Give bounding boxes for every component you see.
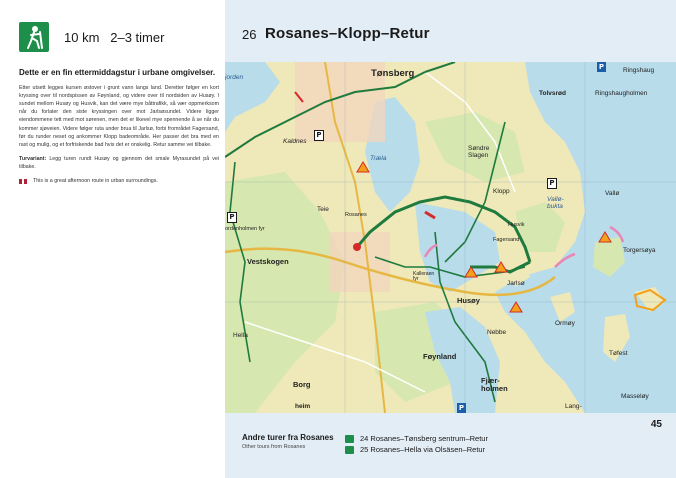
- route-meta: [64, 30, 164, 45]
- route-duration: 2–3 timer: [110, 30, 165, 45]
- variant-paragraph: [19, 155, 219, 171]
- map-label-fjaerholmen: Fjær- holmen: [481, 376, 508, 393]
- map-label-fagersand: Fagersand: [493, 237, 520, 243]
- map-label-heim: heim: [295, 403, 311, 410]
- map-label-masseloy: Masseløy: [621, 393, 649, 400]
- map-label-ringshaug: Ringshaug: [623, 67, 655, 74]
- uk-flag-icon: [19, 179, 27, 184]
- route-description: [19, 68, 219, 185]
- parking-icon: P: [547, 178, 557, 189]
- other-tour-item: [345, 444, 488, 455]
- english-summary: [19, 178, 219, 185]
- map-label-sondre-slagen: Søndre Slagen: [468, 145, 490, 160]
- parking-icon: P: [458, 404, 465, 412]
- map-label-rosanes: Rosanes: [345, 212, 367, 218]
- map-label-kaldnes: Kaldnes: [283, 138, 307, 145]
- map-label-fjorden: jorden: [225, 74, 244, 81]
- map-label-tolvsrod: Tolvsrød: [539, 90, 566, 97]
- map-label-lang: Lang-: [565, 403, 582, 410]
- map-label-kalleralen: Kalleraen fyr: [413, 271, 435, 283]
- other-tours-list: [345, 433, 488, 455]
- map-label-valloy: Vallø: [605, 190, 620, 197]
- route-distance: 10 km: [64, 30, 100, 45]
- parking-icon: P: [598, 63, 605, 71]
- route-number: 26: [242, 27, 257, 42]
- map-label-vallobukta: Vallø- bukta: [547, 196, 564, 211]
- other-tour-item: [345, 433, 488, 444]
- variant-label: Turvariant:: [19, 156, 47, 163]
- map-label-borg: Borg: [293, 380, 311, 389]
- map-label-teie: Teie: [317, 206, 329, 213]
- map-label-nebbe: Nebbe: [487, 329, 507, 336]
- other-tour-label: 24 Rosanes–Tønsberg sentrum–Retur: [360, 434, 488, 443]
- map-label-klopp: Klopp: [493, 188, 510, 195]
- map-label-kolberg: ordenholmen fyr: [225, 226, 265, 232]
- route-meta-header: [0, 0, 225, 62]
- map-label-torgersoya: Torgersøya: [623, 247, 656, 254]
- map-label-tonsberg: Tønsberg: [371, 68, 415, 79]
- route-title-header: [225, 0, 676, 62]
- other-tour-label: 25 Rosanes–Hella via Olsäsen–Retur: [360, 445, 486, 454]
- map-label-husoy: Husøy: [457, 296, 480, 305]
- map-label-ringshaugholmen: Ringshaugholmen: [595, 90, 648, 97]
- variant-text: Legg turen rundt Husøy og gjennom det smale Myrasundet på vei tilbake.: [19, 156, 219, 171]
- parking-icon: P: [314, 130, 324, 141]
- parking-icon: P: [227, 212, 237, 223]
- map-label-ormoy: Ormøy: [555, 320, 575, 327]
- hiker-icon: [345, 446, 354, 454]
- map-label-husvik: Husvik: [508, 222, 525, 228]
- other-tours-title: Andre turer fra Rosanes: [242, 433, 334, 442]
- hiker-icon: [19, 22, 49, 52]
- intro-lead: Dette er en fin ettermiddagstur i urbane omgivelser.: [19, 68, 216, 77]
- page-number: 45: [650, 419, 662, 430]
- map-label-vestskogen: Vestskogen: [247, 257, 289, 266]
- map-label-traela: Træla: [370, 155, 387, 162]
- map-label-foynland: Føynland: [423, 352, 457, 361]
- route-map: [225, 62, 676, 413]
- map-label-hella: Hella: [233, 332, 248, 339]
- intro-body: Etter utsett legges kursen østover i grunt vann langs land. Deretter følger en kort kryssing over til nordspissen av Føynland, og videre over til nordsiden av Husøy. I sundet mellom Husøy og Husvik, kan det være mye båttrafikk, så vær oppmerksom når du forlater den siste kryssingen over mot Jarlsøsundet. Videre ligger eiendommene tett med mot sørenen, men det er likevel mye spennende å se når du kommer sjøveien. Videre følger ruta under brua til Jarlsø, forbi frområdet Fagersand, før du runder neset og ankommer Klopp badeområde. Her passer det bra med en rast og mulig, og et forfriskende bad hvis det er onskelig. Retur samme vei tilbake.: [19, 84, 219, 149]
- english-text: This is a great afternoon route in urban surroundings.: [33, 177, 158, 184]
- other-tours-subtitle: Other tours from Rosanes: [242, 444, 306, 450]
- map-label-tofest: Tøfest: [609, 350, 628, 357]
- map-label-jarlso: Jarlsø: [507, 280, 525, 287]
- hiker-icon: [345, 435, 354, 443]
- route-title: Rosanes–Klopp–Retur: [265, 25, 430, 42]
- other-tours-band: [225, 413, 676, 478]
